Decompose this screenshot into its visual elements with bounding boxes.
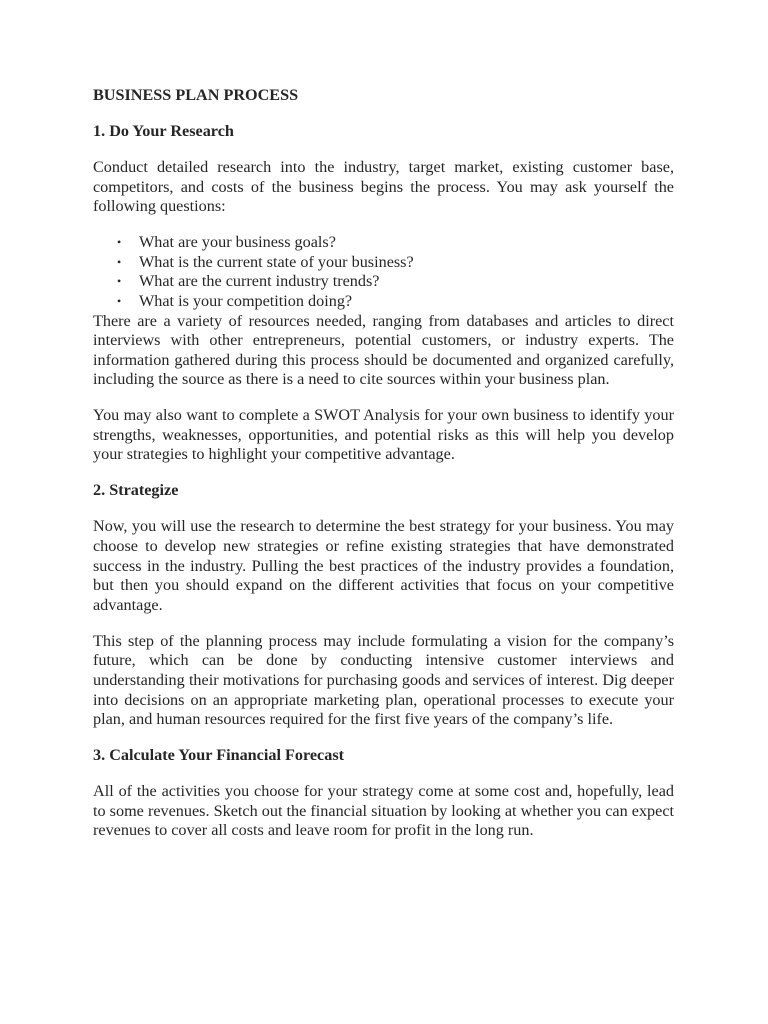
strategize-paragraph-1: Now, you will use the research to determine the best strategy for your business. You may choose to develop new strategies or refine existing strategies that have demonstrated success in the industry. Pulling the best practices of the industry provides a foundation, but then you should expand on the different activities that focus on your competitive advantage. xyxy=(93,517,674,614)
list-item xyxy=(117,272,674,292)
research-intro-paragraph: Conduct detailed research into the industry, target market, existing customer base, competitors, and costs of the business begins the process. You may ask yourself the following questions: xyxy=(93,157,674,216)
list-item xyxy=(117,233,674,253)
list-item xyxy=(117,253,674,273)
bullet-icon: • xyxy=(117,274,122,289)
financial-forecast-paragraph: All of the activities you choose for your strategy come at some cost and, hopefully, lead to some revenues. Sketch out the financial situation by looking at whether you can expect revenues to cover all costs and leave room for profit in the long run. xyxy=(93,782,674,840)
bullet-icon: • xyxy=(117,235,122,250)
research-resources-paragraph: There are a variety of resources needed, ranging from databases and articles to direct interviews with other entrepreneurs, potential customers, or industry experts. The information gathered during this process should be documented and organized carefully, including the source as there is a need to cite sources within your business plan. xyxy=(93,311,674,389)
research-questions-list xyxy=(93,233,674,311)
document-page xyxy=(93,86,674,857)
list-item-text: What is the current state of your business? xyxy=(139,252,414,271)
strategize-paragraph-2: This step of the planning process may include formulating a vision for the company’s future, which can be done by conducting intensive customer interviews and understanding their motivations for purchasing goods and services of interest. Dig deeper into decisions on an appropriate marketing plan, operational processes to execute your plan, and human resources required for the first five years of the company’s life. xyxy=(93,631,674,729)
section-heading-strategize: 2. Strategize xyxy=(93,481,179,500)
bullet-icon: • xyxy=(117,254,122,269)
list-item-text: What is your competition doing? xyxy=(139,291,353,310)
list-item-text: What are the current industry trends? xyxy=(139,272,380,291)
section-heading-research: 1. Do Your Research xyxy=(93,121,234,140)
list-item xyxy=(117,292,674,312)
section-heading-financial-forecast: 3. Calculate Your Financial Forecast xyxy=(93,746,345,765)
list-item-text: What are your business goals? xyxy=(139,233,336,252)
bullet-icon: • xyxy=(117,293,122,308)
document-title: BUSINESS PLAN PROCESS xyxy=(93,86,299,104)
research-swot-paragraph: You may also want to complete a SWOT Analysis for your own business to identify your strengths, weaknesses, opportunities, and potential risks as this will help you develop your strategies to highlight your competitive advantage. xyxy=(93,406,674,464)
